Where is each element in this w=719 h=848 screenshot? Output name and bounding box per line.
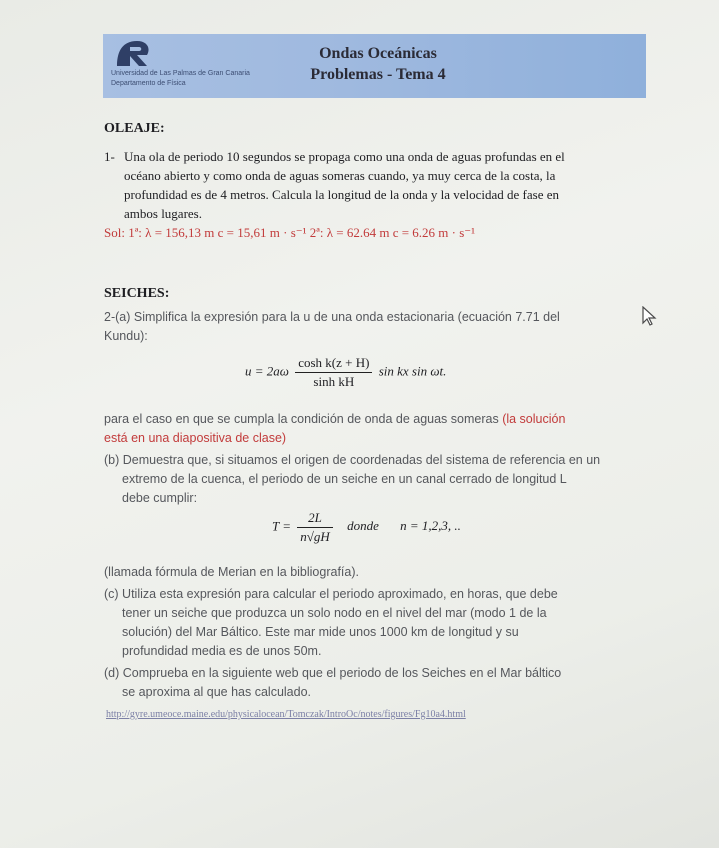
problem-2a-condition xyxy=(104,410,629,448)
problem-1-solution: Sol: 1ª: λ = 156,13 m c = 15,61 m · s⁻¹ 2ª: λ = 62.64 m c = 6.26 m · s⁻¹ xyxy=(104,225,476,240)
formula-lhs: T = xyxy=(272,518,292,534)
text-line: Una ola de periodo 10 segundos se propaga como una onda de aguas profundas en el xyxy=(124,149,565,164)
period-formula xyxy=(272,510,461,545)
formula-denominator: sinh kH xyxy=(313,374,355,389)
page-subtitle: Problemas - Tema 4 xyxy=(310,66,446,83)
velocity-formula xyxy=(245,355,446,390)
formula-denominator: n√gH xyxy=(300,529,330,544)
problem-2a-text xyxy=(104,308,629,346)
text-line: extremo de la cuenca, el periodo de un seiche en un canal cerrado de longitud L xyxy=(122,472,567,486)
formula-numerator: cosh k(z + H) xyxy=(295,355,372,373)
seiches-web-link[interactable]: http://gyre.umeoce.maine.edu/physicalocean/Tomczak/IntroOc/notes/figures/Fg10a4.html xyxy=(106,709,466,720)
problem-2d-text xyxy=(104,664,629,702)
seiches-heading: SEICHES: xyxy=(104,286,170,301)
problem-1-text xyxy=(124,147,634,223)
text-line: ambos lugares. xyxy=(124,206,202,221)
text-line: (c) Utiliza esta expresión para calcular el periodo aproximado, en horas, que debe xyxy=(104,587,558,601)
text-line: se aproxima al que has calculado. xyxy=(122,685,312,699)
department-name: Departamento de Física xyxy=(111,80,186,87)
formula-n-values: n = 1,2,3, .. xyxy=(400,518,461,534)
mouse-pointer-icon xyxy=(641,306,657,326)
university-name: Universidad de Las Palmas de Gran Canaria xyxy=(111,70,250,77)
text-line: debe cumplir: xyxy=(122,491,198,505)
text-line: solución) del Mar Báltico. Este mar mide unos 1000 km de longitud y su xyxy=(122,625,519,639)
formula-donde: donde xyxy=(347,518,379,534)
merian-note: (llamada fórmula de Merian en la bibliografía). xyxy=(104,565,359,579)
formula-lhs: u = 2aω xyxy=(245,363,289,379)
text-line: Kundu): xyxy=(104,329,148,343)
problem-2b-text xyxy=(104,451,629,508)
oleaje-heading: OLEAJE: xyxy=(104,121,165,136)
formula-rhs: sin kx sin ωt. xyxy=(378,363,447,379)
problem-2c-text xyxy=(104,585,629,661)
document-header xyxy=(103,34,646,98)
solution-note-continued: está en una diapositiva de clase) xyxy=(104,431,287,445)
condition-text: para el caso en que se cumpla la condición de onda de aguas someras xyxy=(104,412,499,426)
formula-fraction xyxy=(295,355,372,390)
text-line: profundidad es de 4 metros. Calcula la longitud de la onda y la velocidad de fase en xyxy=(124,187,559,202)
text-line: profundidad media es de unos 50m. xyxy=(122,644,322,658)
text-line: tener un seiche que produzca un solo nodo en el nivel del mar (modo 1 de la xyxy=(122,606,547,620)
problem-1-number: 1- xyxy=(104,149,115,164)
text-line: 2-(a) Simplifica la expresión para la u de una onda estacionaria (ecuación 7.71 del xyxy=(104,310,560,324)
text-line: (d) Comprueba en la siguiente web que el periodo de los Seiches en el Mar báltico xyxy=(104,666,562,680)
solution-note: (la solución xyxy=(502,412,566,426)
text-line: (b) Demuestra que, si situamos el origen de coordenadas del sistema de referencia en un xyxy=(104,453,601,467)
text-line: océano abierto y como onda de aguas someras cuando, ya muy cerca de la costa, la xyxy=(124,168,556,183)
university-logo-icon xyxy=(111,38,153,68)
formula-fraction xyxy=(297,510,333,545)
formula-numerator: 2L xyxy=(297,510,333,528)
page-title: Ondas Oceánicas xyxy=(319,45,437,62)
